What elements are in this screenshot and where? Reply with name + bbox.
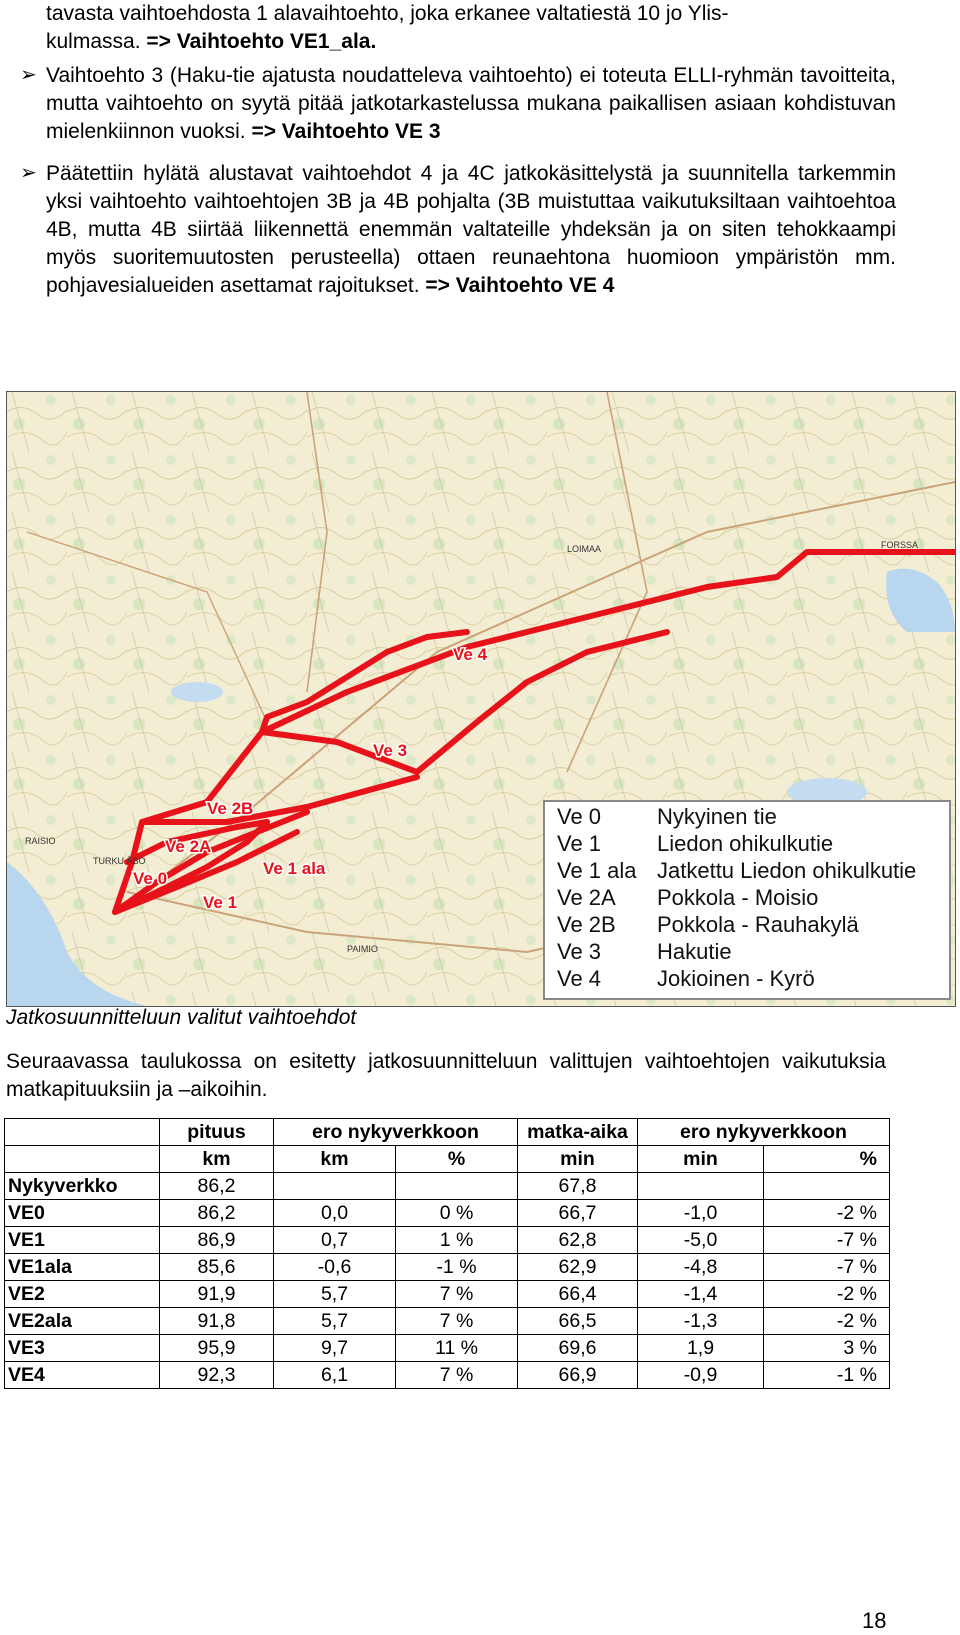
table-row (5, 1362, 890, 1389)
table-row (5, 1254, 890, 1281)
table-intro-paragraph: Seuraavassa taulukossa on esitetty jatkosuunnitteluun valittujen vaihtoehtojen vaikutuksia matkapituuksiin ja –aikoihin. (6, 1050, 886, 1101)
table-row-label: VE1 (5, 1227, 160, 1254)
place-forssa: FORSSA (881, 540, 919, 550)
bullet-arrow-icon: ➢ (20, 64, 37, 86)
route-alternatives-map (6, 391, 956, 1007)
table-cell: 85,6 (160, 1254, 274, 1281)
table-row (5, 1281, 890, 1308)
table-row (5, 1227, 890, 1254)
table-cell: 95,9 (160, 1335, 274, 1362)
place-turku: TURKU ÅBO (93, 856, 146, 866)
label-ve3: Ve 3 (373, 741, 408, 760)
table-cell: -5,0 (638, 1227, 764, 1254)
table-header-cell (5, 1119, 160, 1146)
table-row-label: VE2ala (5, 1308, 160, 1335)
table-cell: 5,7 (274, 1281, 396, 1308)
table-cell: -0,6 (274, 1254, 396, 1281)
table-cell: 1 % (396, 1227, 518, 1254)
table-cell: 66,4 (518, 1281, 638, 1308)
table-cell: 1,9 (638, 1335, 764, 1362)
bullet-paragraph-ve3: Vaihtoehto 3 (Haku-tie ajatusta noudatteleva vaihtoehto) ei toteuta ELLI-ryhmän tavoitteita, mutta vaihtoehto on syytä pitää jatkotarkastelussa mukana paikallisen asiaan kohdistuvan mielenkiinnon vuoksi. => Vaihtoehto VE 3 (46, 64, 896, 143)
table-header-cell: min (638, 1146, 764, 1173)
table-row-label: VE3 (5, 1335, 160, 1362)
table-row (5, 1335, 890, 1362)
table-cell: 66,7 (518, 1200, 638, 1227)
table-cell: 0,0 (274, 1200, 396, 1227)
table-cell: -1,0 (638, 1200, 764, 1227)
continuation-line-1: tavasta vaihtoehdosta 1 alavaihtoehto, joka erkanee valtatiestä 10 jo Ylis- (46, 2, 729, 25)
table-cell (638, 1173, 764, 1200)
table-cell (396, 1173, 518, 1200)
label-ve2b: Ve 2B (207, 799, 254, 818)
label-ve1: Ve 1 (203, 893, 238, 912)
table-row-label: Nykyverkko (5, 1173, 160, 1200)
map-legend: Ve 0 Nykyinen tie Ve 1 Liedon ohikulkutie Ve 1 ala Jatkettu Liedon ohikulkutie Ve 2A Pokkola - Moisio Ve 2B Pokkola - Rauhakylä Ve 3 Hakutie Ve 4 Jokioinen - Kyrö (543, 800, 951, 1000)
table-cell: 11 % (396, 1335, 518, 1362)
table-cell: 0 % (396, 1200, 518, 1227)
table-cell: -1,4 (638, 1281, 764, 1308)
table-header-cell: ero nykyverkkoon (274, 1119, 518, 1146)
label-ve2a: Ve 2A (165, 837, 212, 856)
table-header-cell (5, 1146, 160, 1173)
table-cell: -2 % (764, 1200, 890, 1227)
table-cell (764, 1173, 890, 1200)
table-unit-row (5, 1146, 890, 1173)
table-header-cell: matka-aika (518, 1119, 638, 1146)
table-header-row (5, 1119, 890, 1146)
table-cell: 7 % (396, 1362, 518, 1389)
table-cell: -1 % (396, 1254, 518, 1281)
conclusion-ve1-ala: => Vaihtoehto VE1_ala. (146, 30, 377, 53)
table-cell: 91,9 (160, 1281, 274, 1308)
table-row-label: VE0 (5, 1200, 160, 1227)
table-header-cell: km (160, 1146, 274, 1173)
table-row (5, 1173, 890, 1200)
table-header-cell: ero nykyverkkoon (638, 1119, 890, 1146)
table-cell: 3 % (764, 1335, 890, 1362)
place-loimaa: LOIMAA (567, 544, 602, 554)
table-cell: -2 % (764, 1281, 890, 1308)
table-header-cell: km (274, 1146, 396, 1173)
label-ve4: Ve 4 (453, 645, 488, 664)
page-number: 18 (862, 1608, 887, 1633)
table-cell (274, 1173, 396, 1200)
table-cell: -1,3 (638, 1308, 764, 1335)
table-cell: -1 % (764, 1362, 890, 1389)
table-cell: 86,9 (160, 1227, 274, 1254)
table-cell: 86,2 (160, 1200, 274, 1227)
table-row-label: VE2 (5, 1281, 160, 1308)
table-cell: 86,2 (160, 1173, 274, 1200)
bullet-arrow-icon: ➢ (20, 162, 37, 184)
figure-caption: Jatkosuunnitteluun valitut vaihtoehdot (6, 1006, 357, 1029)
table-cell: 92,3 (160, 1362, 274, 1389)
table-cell: -4,8 (638, 1254, 764, 1281)
table-cell: -2 % (764, 1308, 890, 1335)
table-cell: 7 % (396, 1281, 518, 1308)
label-ve0: Ve 0 (133, 869, 168, 888)
table-header-cell: min (518, 1146, 638, 1173)
place-paimio: PAIMIO (347, 944, 378, 954)
table-cell: 0,7 (274, 1227, 396, 1254)
table-cell: -7 % (764, 1254, 890, 1281)
table-cell: 9,7 (274, 1335, 396, 1362)
table-cell: -7 % (764, 1227, 890, 1254)
table-cell: 67,8 (518, 1173, 638, 1200)
table-row-label: VE1ala (5, 1254, 160, 1281)
label-ve1-ala: Ve 1 ala (263, 859, 326, 878)
table-cell: 66,5 (518, 1308, 638, 1335)
travel-distance-time-table (4, 1118, 890, 1389)
lake (171, 682, 223, 702)
table-cell: 91,8 (160, 1308, 274, 1335)
table-row-label: VE4 (5, 1362, 160, 1389)
table-cell: 7 % (396, 1308, 518, 1335)
table-row (5, 1200, 890, 1227)
table-cell: 62,8 (518, 1227, 638, 1254)
table-header-cell: pituus (160, 1119, 274, 1146)
place-raisio: RAISIO (25, 836, 56, 846)
table-row (5, 1308, 890, 1335)
table-cell: 69,6 (518, 1335, 638, 1362)
conclusion-ve3: => Vaihtoehto VE 3 (251, 120, 441, 143)
table-body (5, 1173, 890, 1389)
continuation-line-2: kulmassa. => Vaihtoehto VE1_ala. (46, 30, 377, 53)
table-header-cell: % (396, 1146, 518, 1173)
conclusion-ve4: => Vaihtoehto VE 4 (425, 274, 615, 297)
bullet-paragraph-ve4: Päätettiin hylätä alustavat vaihtoehdot 4 ja 4C jatkokäsittelystä ja suunnitella tarkemmin yksi vaihtoehto vaihtoehtojen 3B ja 4B pohjalta (3B muistuttaa vaikutuksiltaan vaihtoehtoa 4B, mutta 4B siirtää liikennettä enemmän valtateille yhdeksän ja on siten tehokkaampi myös suoritemuutosten perusteella) ottaen reunaehtona huomioon ympäristön mm. pohjavesialueiden asettamat rajoitukset. => Vaihtoehto VE 4 (46, 162, 896, 297)
table-cell: 5,7 (274, 1308, 396, 1335)
table-header-cell: % (764, 1146, 890, 1173)
table-cell: 66,9 (518, 1362, 638, 1389)
continuation-paragraph (46, 0, 896, 56)
table-cell: -0,9 (638, 1362, 764, 1389)
table-cell: 6,1 (274, 1362, 396, 1389)
table-cell: 62,9 (518, 1254, 638, 1281)
